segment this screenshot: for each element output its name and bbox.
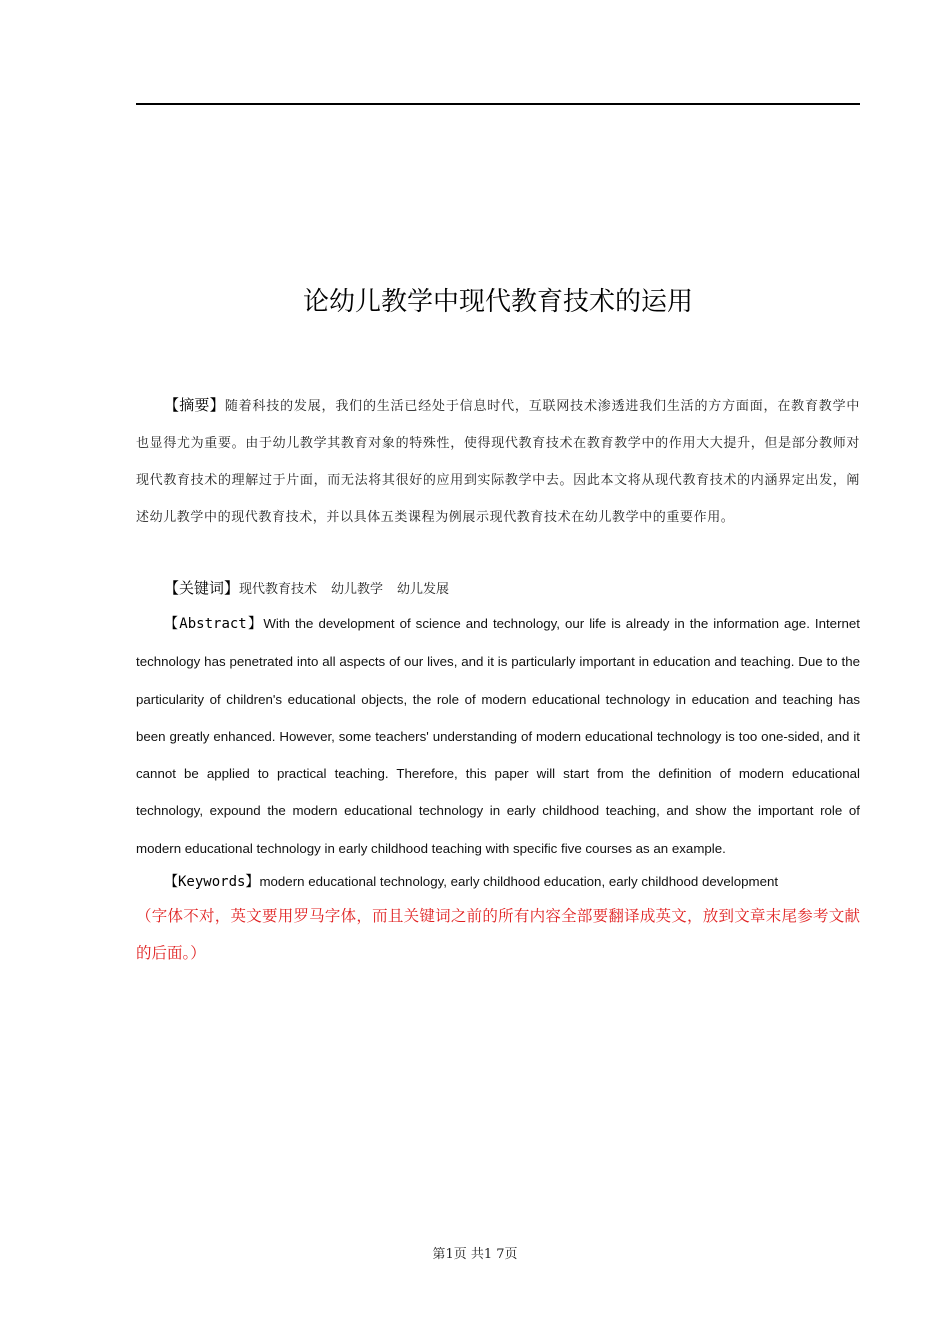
english-abstract	[136, 605, 860, 867]
english-keywords-label: 【Keywords】	[164, 874, 260, 890]
page-title: 论幼儿教学中现代教育技术的运用	[302, 287, 693, 317]
english-abstract-text: With the development of science and technology, our life is already in the information age. Internet technology has penetrated into all aspects of our lives, and it is particularly important in education and teaching. Due to the particularity of children's educational objects, the role of modern educational technology in education and teaching has been greatly enhanced. However, some teachers' understanding of modern educational technology is too one-sided, and it cannot be applied to practical teaching. Therefore, this paper will start from the definition of modern educational technology, expound the modern educational technology in early childhood teaching, and show the important role of modern educational technology in early childhood teaching with specific five courses as an example.	[136, 616, 860, 856]
reviewer-annotation: （字体不对，英文要用罗马字体，而且关键词之前的所有内容全部要翻译成英文，放到文章末尾参考文献的后面。）	[136, 907, 860, 962]
chinese-keyword-item: 幼儿教学	[331, 582, 384, 597]
chinese-abstract-text: 随着科技的发展，我们的生活已经处于信息时代，互联网技术渗透进我们生活的方方面面，在教育教学中也显得尤为重要。由于幼儿教学其教育对象的特殊性，使得现代教育技术在教育教学中的作用大大提升，但是部分教师对现代教育技术的理解过于片面，而无法将其很好的应用到实际教学中去。因此本文将从现代教育技术的内涵界定出发，阐述幼儿教学中的现代教育技术，并以具体五类课程为例展示现代教育技术在幼儿教学中的重要作用。	[136, 399, 860, 525]
chinese-keyword-item: 幼儿发展	[397, 582, 450, 597]
chinese-keyword-item: 现代教育技术	[239, 582, 318, 597]
footer-suffix: 页	[504, 1247, 518, 1262]
header-rule	[136, 103, 860, 105]
footer-page-number: 1	[445, 1247, 454, 1262]
chinese-abstract	[136, 387, 860, 536]
chinese-keywords	[136, 570, 860, 608]
footer-prefix: 第	[432, 1247, 446, 1262]
page-footer	[0, 1245, 950, 1265]
footer-total-pages: 1 7	[483, 1247, 505, 1262]
english-keywords-text: modern educational technology, early childhood education, early childhood development	[259, 874, 779, 889]
chinese-keywords-label: 【关键词】	[164, 579, 240, 597]
english-abstract-label: 【Abstract】	[164, 616, 264, 632]
footer-mid: 页 共	[453, 1247, 484, 1262]
chinese-abstract-label: 【摘要】	[164, 396, 225, 414]
english-keywords	[136, 863, 860, 901]
